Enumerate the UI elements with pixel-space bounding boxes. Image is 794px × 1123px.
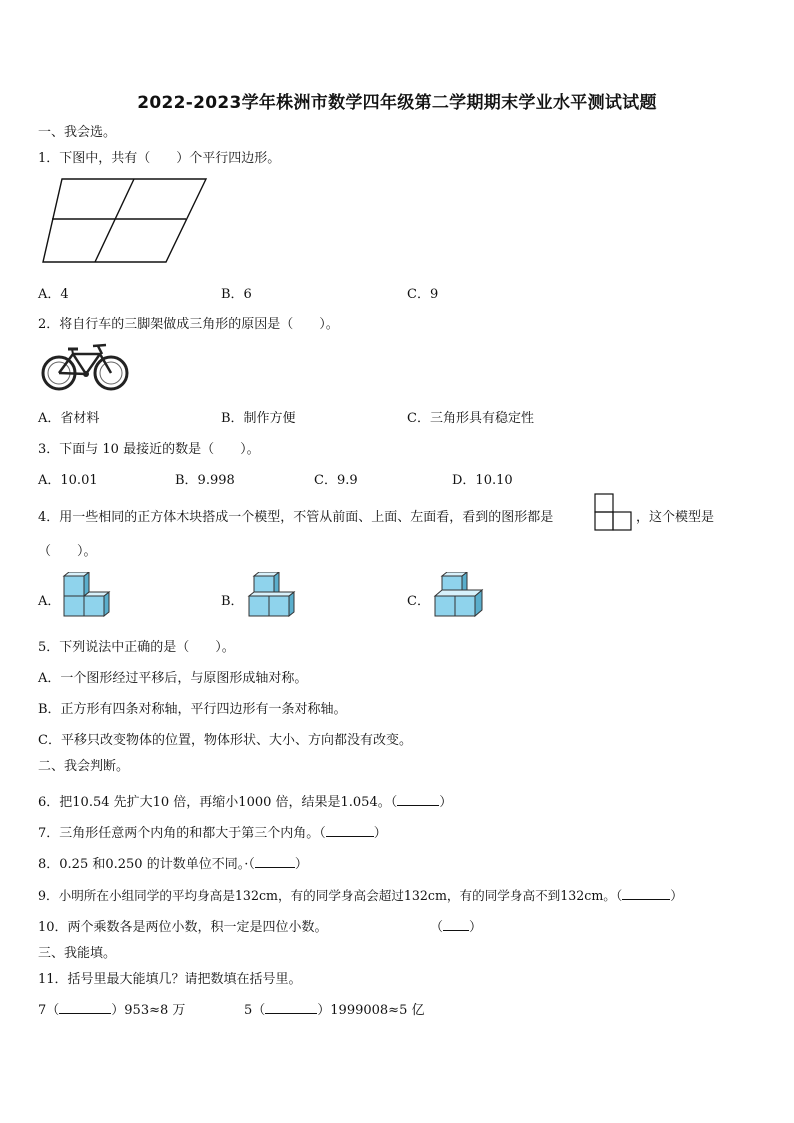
cube-model-b-icon [247, 572, 297, 620]
q4-option-a: A． [38, 594, 61, 609]
q6-close-paren: ） [439, 795, 453, 810]
q1-option-a: A．4 [38, 287, 69, 302]
q2-option-a: A．省材料 [38, 411, 100, 426]
section-heading-3: 三、我能填。 [38, 946, 117, 961]
question-9 [38, 885, 683, 904]
q8-close-paren: ） [294, 857, 308, 872]
q10-open-paren: （ [430, 920, 444, 935]
q1-option-c: C．9 [407, 287, 439, 302]
question-7 [38, 822, 387, 841]
q9-close-paren: ） [670, 888, 683, 903]
q4-option-c: C． [407, 594, 430, 609]
question-7-text: 7．三角形任意两个内角的和都大于第三个内角。 [38, 826, 320, 841]
q8-answer-blank[interactable] [255, 854, 295, 868]
view-shape-icon [594, 493, 634, 533]
q5-option-c: C．平移只改变物体的位置，物体形状、大小、方向都没有改变。 [38, 733, 412, 748]
q11-part-2-blank[interactable] [265, 1000, 317, 1014]
question-8-text: 8．0.25 和0.250 的计数单位不同。· [38, 857, 249, 872]
question-4-line2: （ ）。 [38, 544, 97, 559]
q3-option-a: A．10.01 [38, 473, 98, 488]
q5-option-b: B．正方形有四条对称轴，平行四边形有一条对称轴。 [38, 702, 347, 717]
q7-close-paren: ） [373, 826, 387, 841]
q10-close-paren: ） [469, 920, 483, 935]
q2-option-b: B．制作方便 [221, 411, 296, 426]
q2-option-c: C．三角形具有稳定性 [407, 411, 534, 426]
q6-answer-blank[interactable] [397, 792, 439, 806]
question-4: 4．用一些相同的正方体木块搭成一个模型，不管从前面、上面、左面看，看到的图形都是 [38, 510, 554, 525]
q11-part-1-prefix: 7（ [38, 1003, 60, 1018]
question-3: 3．下面与 10 最接近的数是（ ）。 [38, 442, 260, 457]
q4-option-b: B． [221, 594, 244, 609]
bicycle-icon [40, 340, 132, 394]
question-9-text: 9．小明所在小组同学的平均身高是132cm，有的同学身高会超过132cm，有的同学身高不到132cm。 [38, 888, 616, 903]
question-11: 11．括号里最大能填几？请把数填在括号里。 [38, 972, 302, 987]
cube-model-c-icon [433, 572, 487, 620]
q11-part-2 [244, 999, 424, 1018]
q11-part-2-suffix: ）1999008≈5 亿 [317, 1003, 425, 1018]
q7-open-paren: （ [319, 826, 326, 841]
question-6-text: 6．把10.54 先扩大10 倍，再缩小1000 倍，结果是1.054。 [38, 795, 391, 810]
question-5: 5．下列说法中正确的是（ ）。 [38, 640, 235, 655]
question-2: 2．将自行车的三脚架做成三角形的原因是（ ）。 [38, 317, 339, 332]
question-1: 1．下图中，共有（ ）个平行四边形。 [38, 151, 281, 166]
q6-open-paren: （ [390, 795, 398, 810]
q11-part-2-prefix: 5（ [244, 1003, 266, 1018]
q3-option-c: C．9.9 [314, 473, 358, 488]
question-8 [38, 853, 308, 872]
cube-model-a-icon [62, 572, 112, 620]
section-heading-1: 一、我会选。 [38, 125, 117, 140]
question-4-tail: ，这个模型是 [636, 510, 715, 525]
q3-option-b: B．9.998 [175, 473, 235, 488]
q9-open-paren: （ [615, 888, 623, 903]
q8-open-paren: （ [248, 857, 255, 872]
q11-part-1 [38, 999, 185, 1018]
page-title: 2022-2023学年株洲市数学四年级第二学期期末学业水平测试试题 [137, 93, 657, 113]
question-10: 10．两个乘数各是两位小数，积一定是四位小数。 [38, 920, 328, 935]
q11-part-1-suffix: ）953≈8 万 [111, 1003, 186, 1018]
q9-answer-blank[interactable] [622, 886, 670, 900]
q10-answer-blank[interactable] [443, 917, 469, 931]
q11-part-1-blank[interactable] [59, 1000, 111, 1014]
question-6 [38, 791, 452, 810]
section-heading-2: 二、我会判断。 [38, 759, 130, 774]
q5-option-a: A．一个图形经过平移后，与原图形成轴对称。 [38, 671, 308, 686]
q1-option-b: B．6 [221, 287, 252, 302]
q10-answer [430, 916, 482, 935]
parallelogram-figure [40, 176, 210, 266]
q3-option-d: D．10.10 [452, 473, 513, 488]
q7-answer-blank[interactable] [326, 823, 374, 837]
